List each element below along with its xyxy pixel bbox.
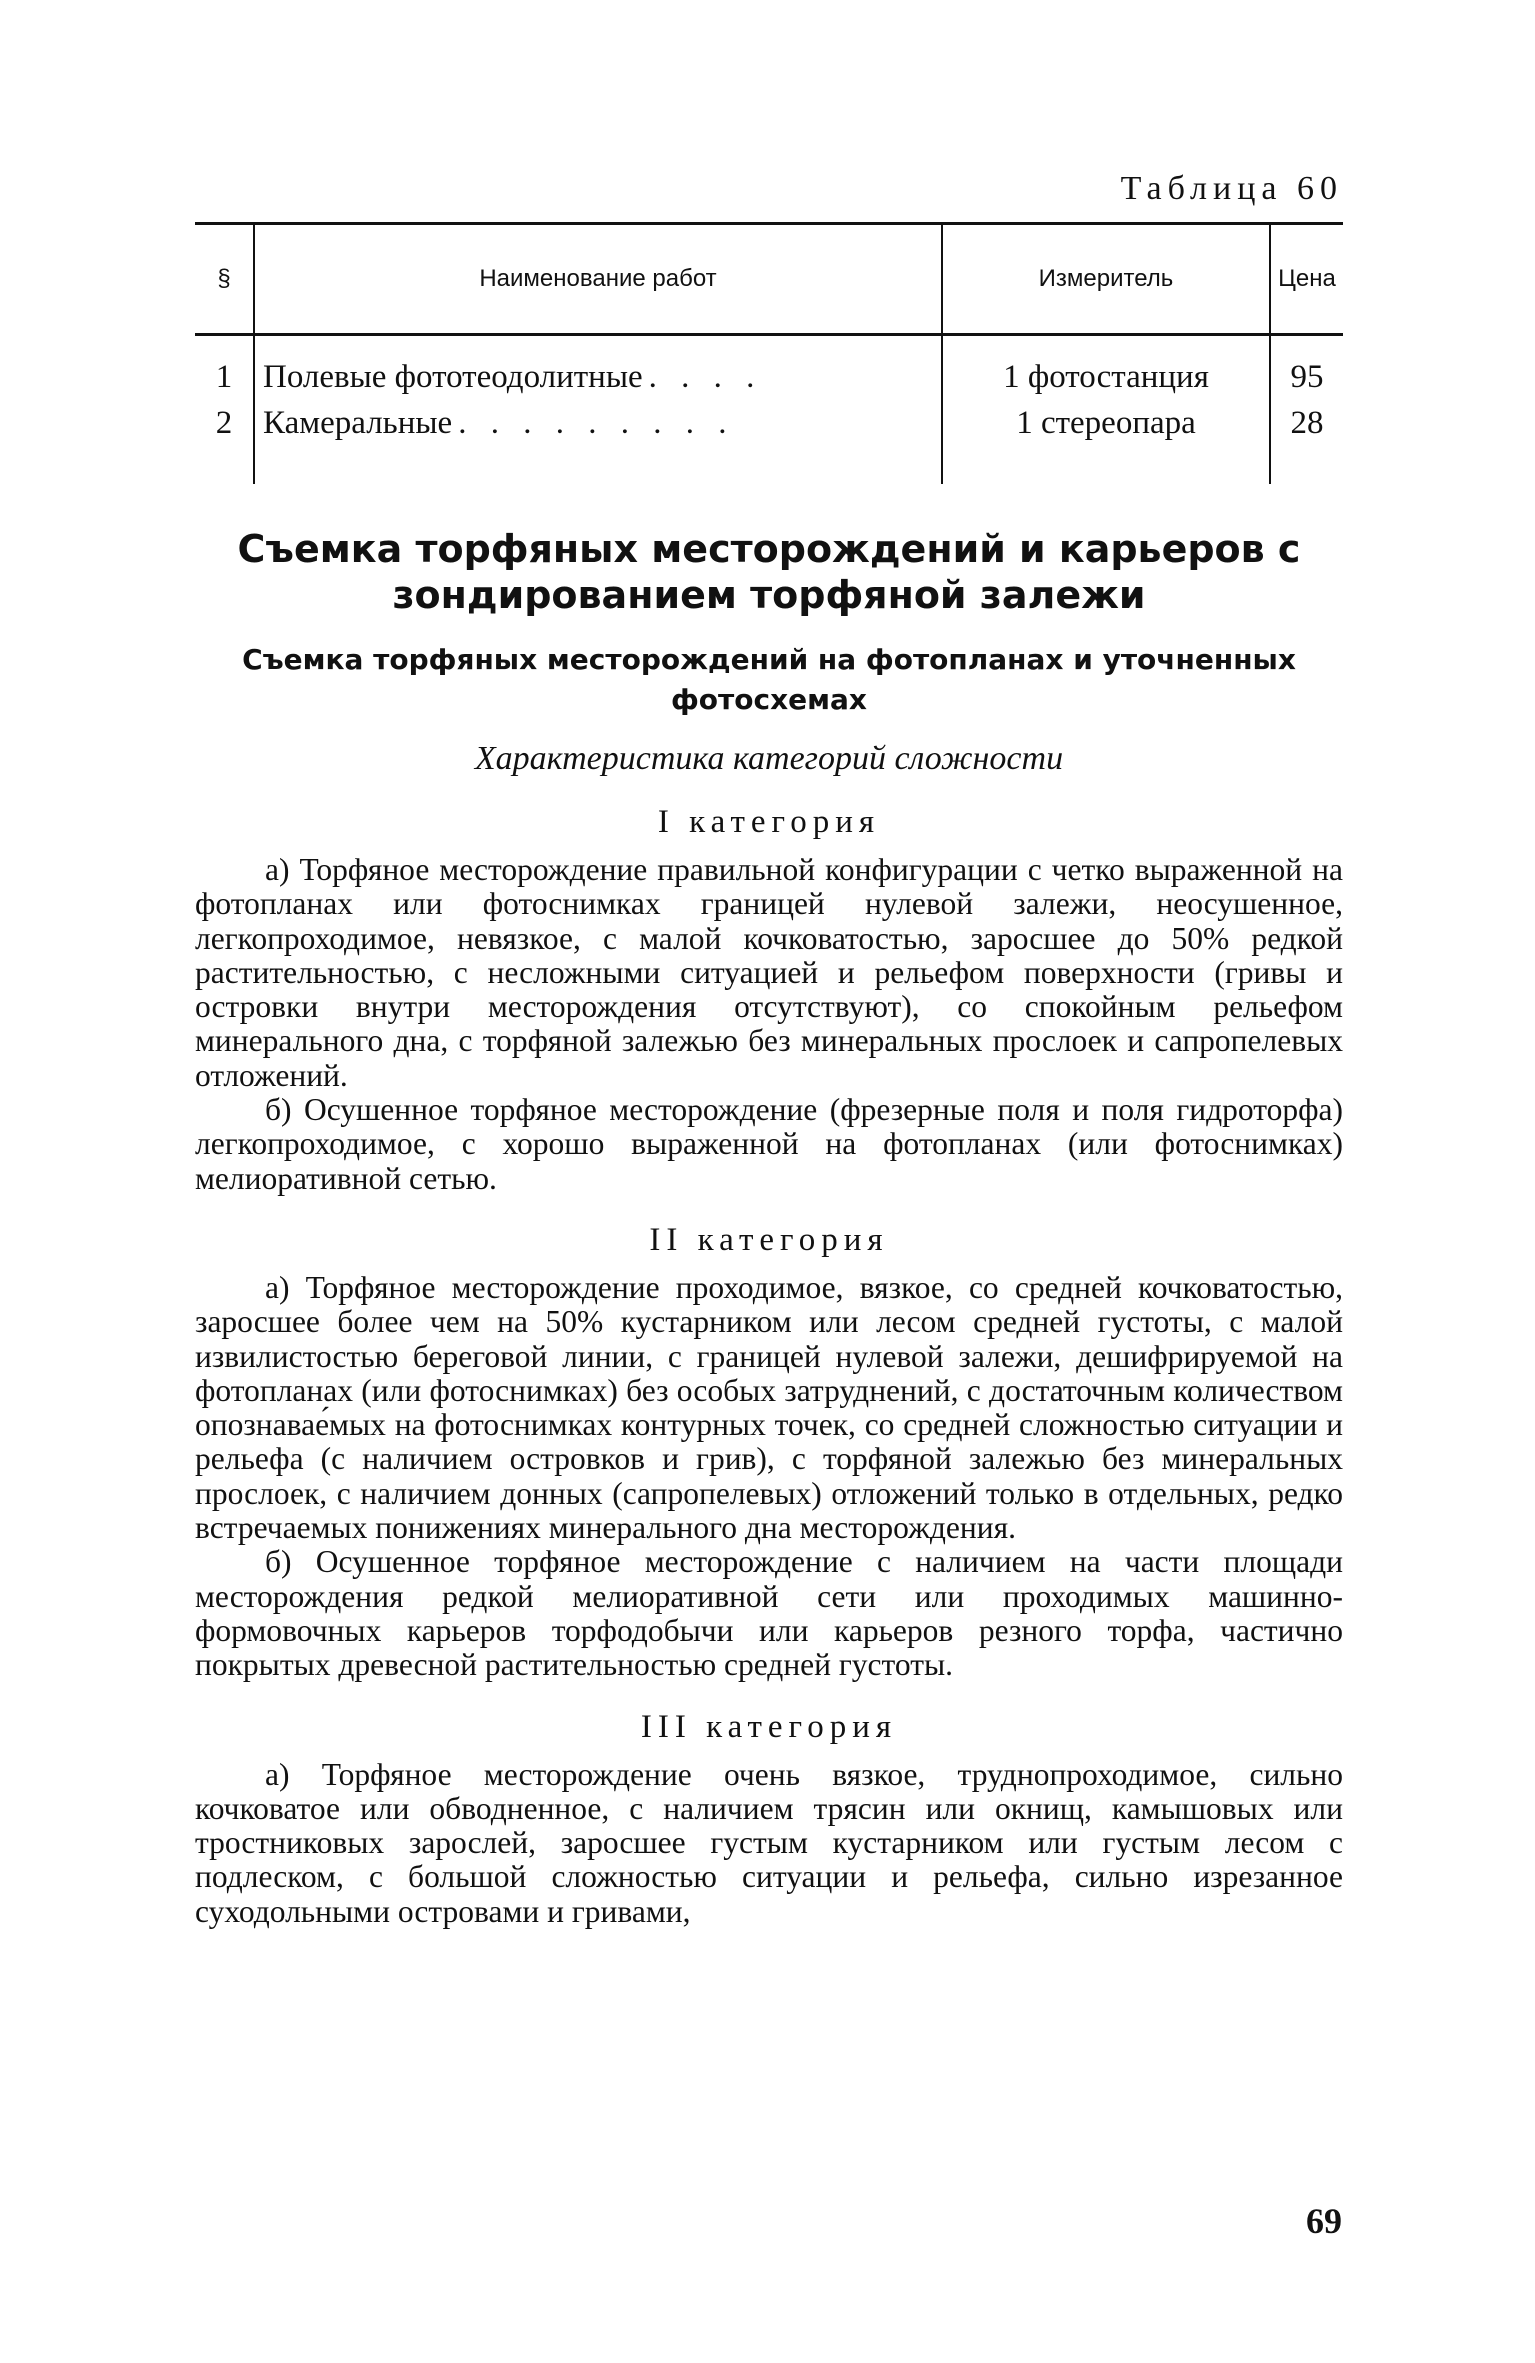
table-row (195, 400, 1343, 484)
paragraph: а) Торфяное месторождение проходимое, вязкое, со средней кочковатостью, заросшее более чем на 50% кустарником или лесом средней густоты, с малой извилистостью береговой линии, с границей нулевой залежи, дешифрируемой на фотопланах (или фотоснимках) без особых затруднений, с достаточным количеством опознавае́мых на фотоснимках контурных точек, со средней сложностью ситуации и рельефа (с наличием островков и грив), с торфяной залежью без минеральных прослоек, с наличием донных (сапропелевых) отложений только в отдельных, редко встречаемых понижениях минерального дна месторождения. (195, 1269, 1343, 1546)
paragraph: б) Осушенное торфяное месторождение (фрезерные поля и поля гидроторфа) легкопроходимое, с хорошо выраженной на фотопланах (или фотоснимках) мелиоративной сетью. (195, 1092, 1343, 1196)
characteristics-title: Характеристика категорий сложности (474, 740, 1064, 777)
row-number: 2 (195, 400, 254, 484)
header-price: Цена (1270, 224, 1343, 335)
category-title: II категория (649, 1221, 889, 1258)
paragraph: а) Торфяное месторождение правильной конфигурации с четко выраженной на фотопланах или фотоснимках границей нулевой залежи, неосушенное, легкопроходимое, невязкое, с малой кочковатостью, заросшее до 50% редкой растительностью, с несложными ситуацией и рельефом поверхности (гривы и островки внутри месторождения отсутствуют), со спокойным рельефом минерального дна, с торфяной залежью без минеральных прослоек и сапропелевых отложений. (195, 852, 1343, 1093)
row-price: 95 (1290, 359, 1324, 395)
row-work-name-text: Камеральные (263, 405, 453, 441)
header-unit: Измеритель (942, 224, 1270, 335)
row-work-name (254, 335, 942, 401)
row-work-name-text: Полевые фототеодолитные (263, 359, 643, 395)
category-title: I категория (657, 804, 881, 840)
row-number: 1 (195, 335, 254, 401)
works-table (195, 222, 1343, 484)
subsection-title: Съемка торфяных месторождений на фотопланах и уточненных фотосхемах (242, 643, 1296, 716)
leader-dots: . . . . . . . . . (458, 405, 735, 441)
row-price: 28 (1290, 405, 1324, 441)
header-work-name: Наименование работ (254, 224, 942, 335)
paragraph: а) Торфяное месторождение очень вязкое, труднопроходимое, сильно кочковатое или обводненное, с наличием трясин или окнищ, камышовых или тростниковых зарослей, заросшее густым кустарником или густым лесом с подлеском, с большой сложностью ситуации и рельефа, сильно изрезанное суходольными островами и гривами, (195, 1756, 1343, 1929)
page-content (195, 150, 1343, 1929)
table-row (195, 335, 1343, 401)
row-unit: 1 стереопара (942, 400, 1270, 484)
row-unit: 1 фотостанция (942, 335, 1270, 401)
row-work-name (254, 400, 942, 484)
header-section-sign: § (195, 224, 254, 335)
page-number: 69 (1306, 2201, 1342, 2241)
table-header-row (195, 224, 1343, 335)
paragraph: б) Осушенное торфяное месторождение с наличием на части площади месторождения редкой мелиоративной сети или проходимых машинно-формовочных карьеров торфодобычи или карьеров резного торфа, частично покрытых древесной растительностью средней густоты. (195, 1544, 1343, 1683)
table-caption: Таблица 60 (1120, 170, 1343, 207)
leader-dots: . . . . (648, 359, 763, 395)
section-title: Съемка торфяных месторождений и карьеров с зондированием торфяной залежи (237, 527, 1301, 617)
category-title: III категория (640, 1708, 898, 1745)
